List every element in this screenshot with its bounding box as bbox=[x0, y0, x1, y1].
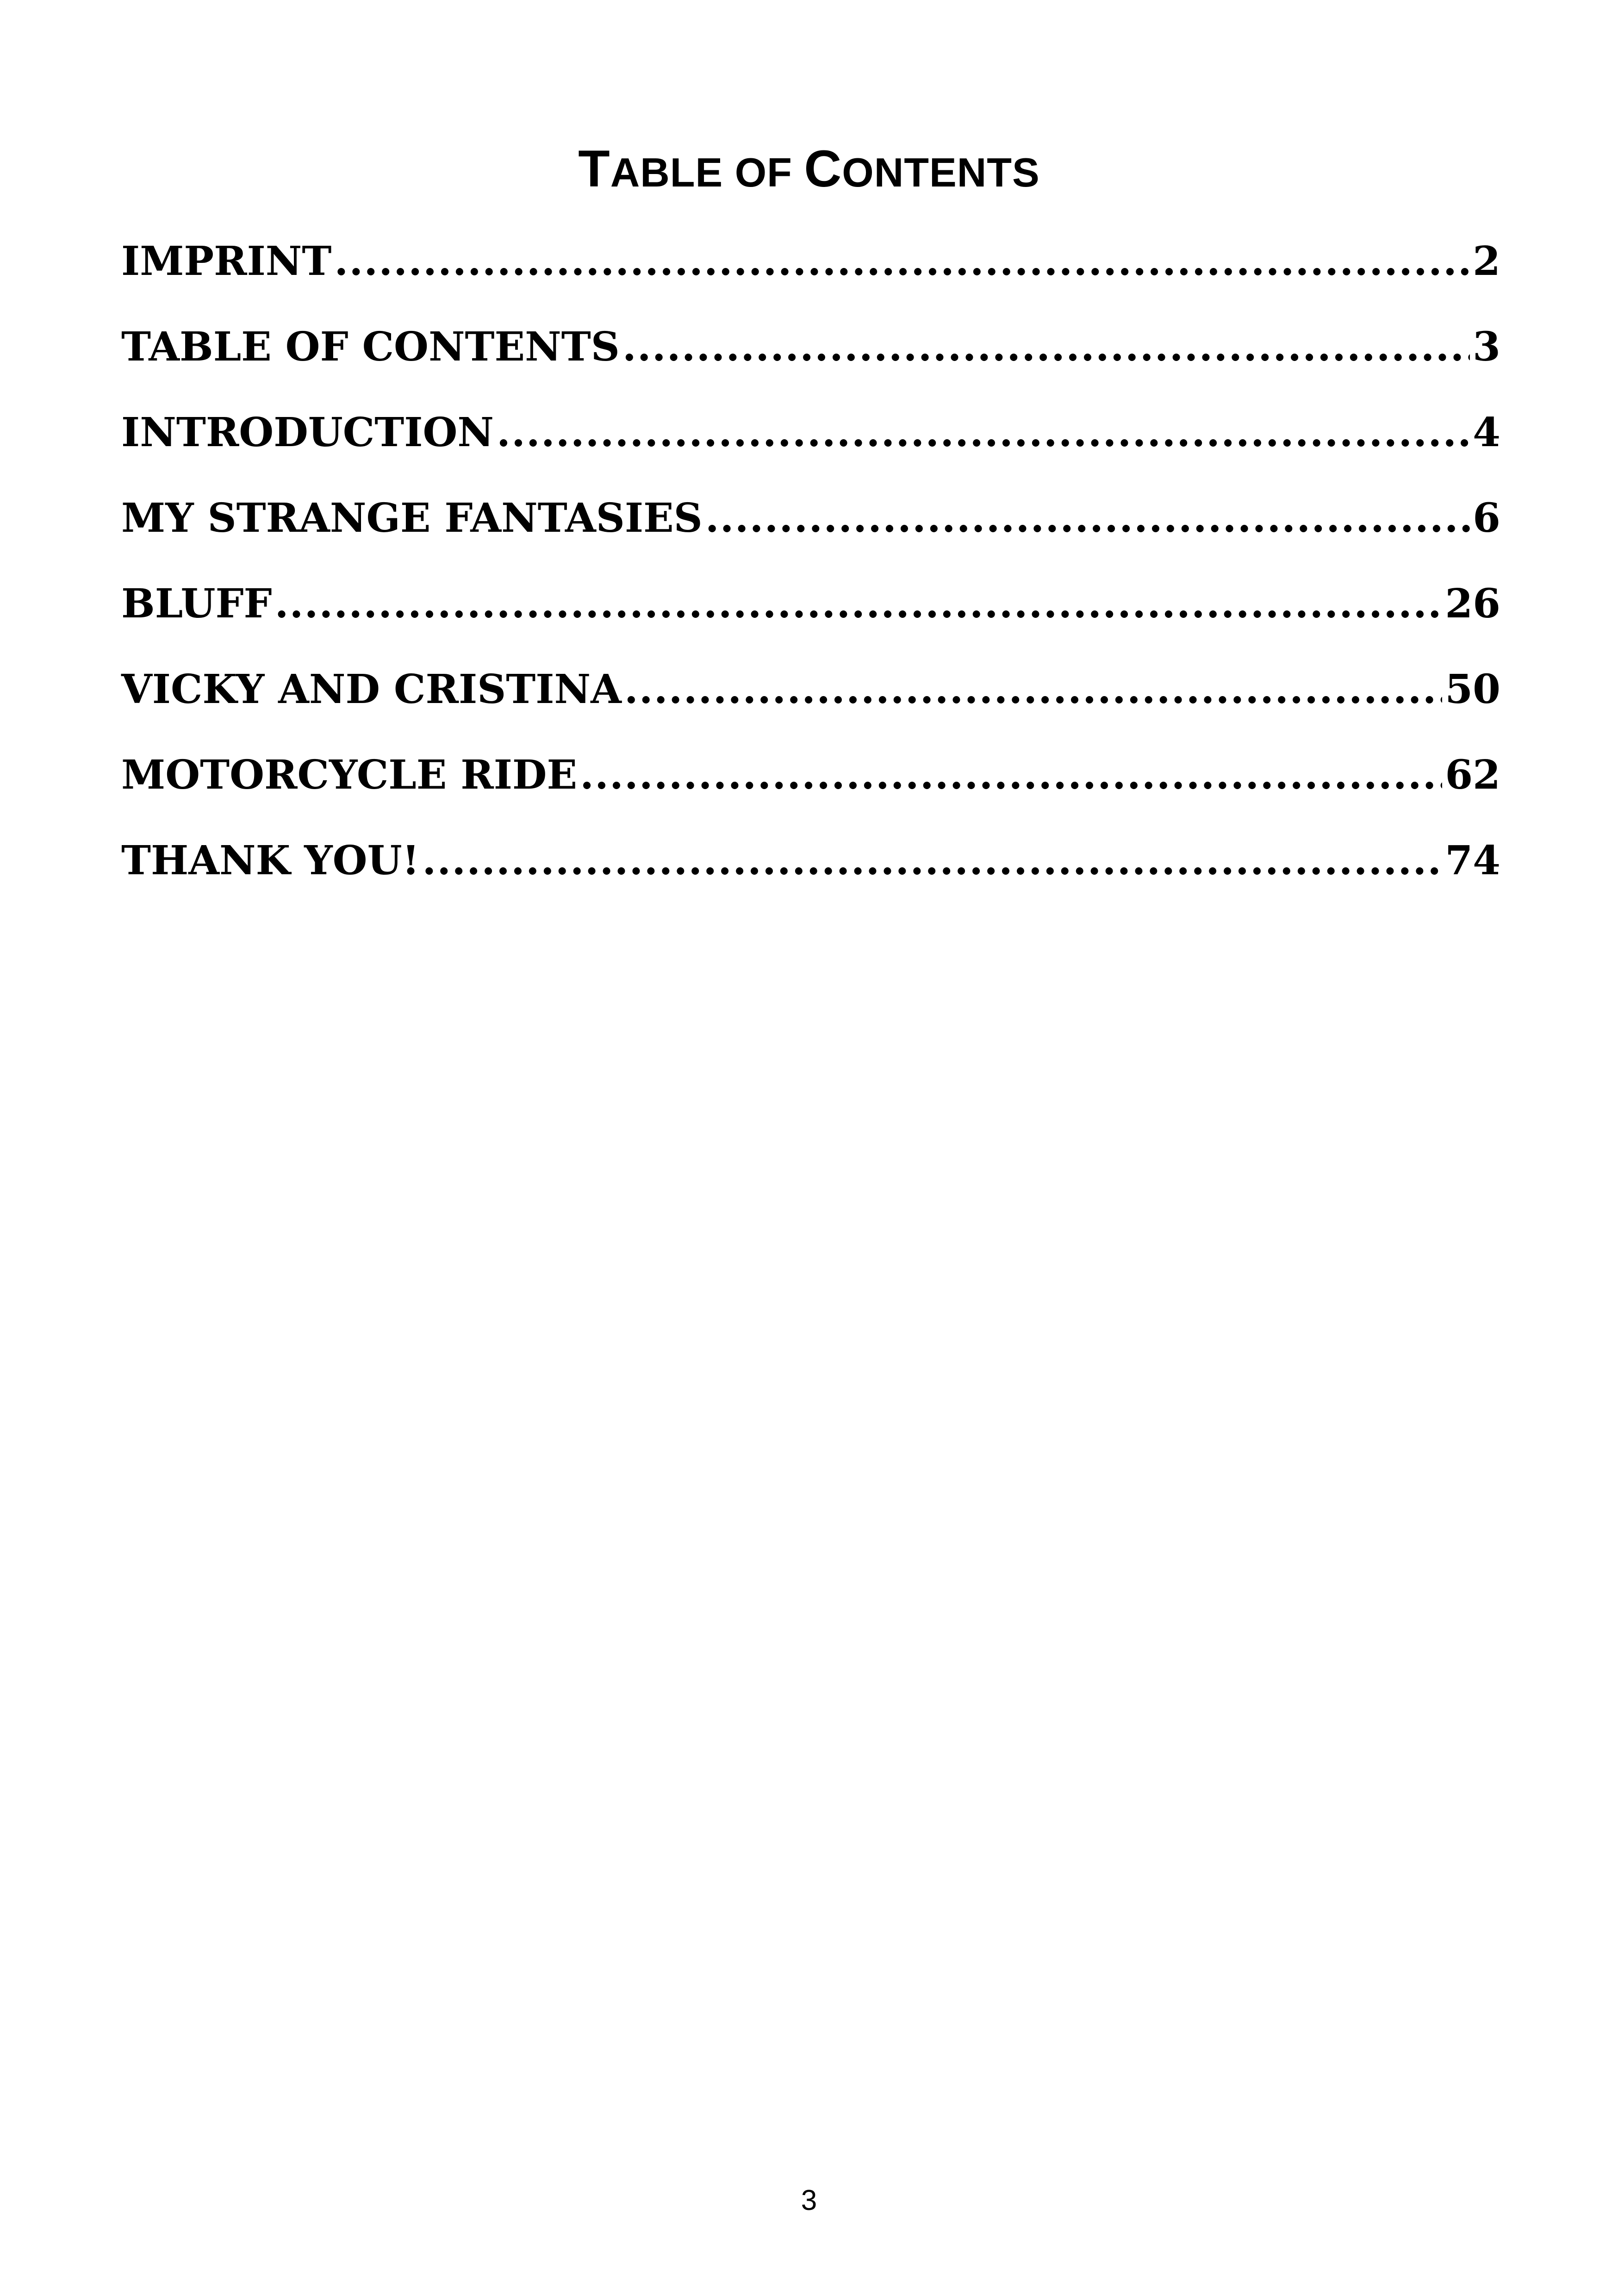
toc-entry-bluff[interactable] bbox=[121, 569, 1500, 655]
toc-entry-label: BLUFF bbox=[121, 580, 272, 627]
toc-entry-label: MOTORCYCLE RIDE bbox=[121, 752, 578, 798]
toc-entry-page: 74 bbox=[1445, 837, 1500, 884]
toc-dot-leader bbox=[497, 398, 1470, 467]
toc-entry-page: 50 bbox=[1445, 666, 1500, 713]
title-rest-able-of: ABLE OF bbox=[610, 149, 804, 196]
toc-dot-leader bbox=[334, 227, 1470, 296]
toc-dot-leader bbox=[705, 484, 1470, 553]
toc-dot-leader bbox=[275, 569, 1443, 639]
title-rest-ontents: ONTENTS bbox=[842, 149, 1040, 196]
toc-entry-page: 4 bbox=[1473, 409, 1500, 456]
toc-dot-leader bbox=[622, 312, 1470, 382]
page-number: 3 bbox=[801, 2184, 817, 2216]
toc-entry-page: 6 bbox=[1473, 495, 1500, 541]
toc-entry-label: TABLE OF CONTENTS bbox=[121, 324, 620, 370]
toc-entry-my-strange-fantasies[interactable] bbox=[121, 484, 1500, 569]
toc-entry-page: 62 bbox=[1445, 752, 1500, 798]
title-initial-t: T bbox=[578, 140, 610, 198]
toc-entry-label: VICKY AND CRISTINA bbox=[121, 666, 622, 713]
table-of-contents-list bbox=[121, 227, 1500, 912]
toc-entry-vicky-and-cristina[interactable] bbox=[121, 655, 1500, 740]
toc-entry-thank-you[interactable] bbox=[121, 826, 1500, 912]
toc-entry-label: INTRODUCTION bbox=[121, 409, 494, 456]
page-title bbox=[0, 134, 1618, 207]
toc-dot-leader bbox=[624, 655, 1442, 724]
toc-entry-introduction[interactable] bbox=[121, 398, 1500, 484]
toc-entry-page: 3 bbox=[1473, 324, 1500, 370]
toc-entry-motorcycle-ride[interactable] bbox=[121, 740, 1500, 826]
toc-entry-page: 2 bbox=[1473, 238, 1500, 285]
toc-entry-label: THANK YOU! bbox=[121, 837, 420, 884]
toc-dot-leader bbox=[422, 826, 1442, 896]
title-initial-c: C bbox=[804, 140, 842, 198]
toc-entry-page: 26 bbox=[1445, 580, 1500, 627]
toc-entry-label: IMPRINT bbox=[121, 238, 332, 285]
toc-entry-table-of-contents[interactable] bbox=[121, 312, 1500, 398]
toc-entry-label: MY STRANGE FANTASIES bbox=[121, 495, 703, 541]
toc-dot-leader bbox=[580, 740, 1442, 810]
toc-entry-imprint[interactable] bbox=[121, 227, 1500, 312]
